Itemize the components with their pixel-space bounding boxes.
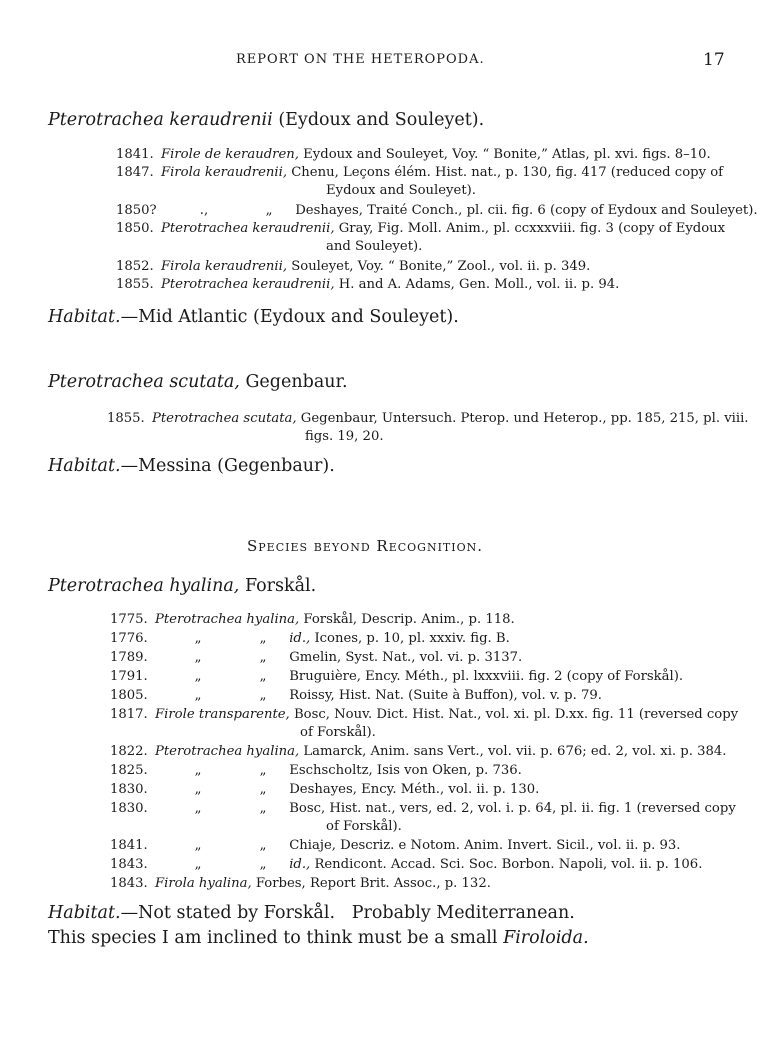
reference-continuation: Eydoux and Souleyet). (326, 183, 476, 198)
habitat-line: Habitat.—Messina (Gegenbaur). (48, 456, 335, 476)
reference-entry: 1850. Pterotrachea keraudrenii, Gray, Fig. Moll. Anim., pl. ccxxxviii. fig. 3 (copy of Eydoux (116, 221, 726, 236)
reference-entry: 1855. Pterotrachea scutata, Gegenbaur, Untersuch. Pterop. und Heterop., pp. 185, 215, pl. viii. (107, 411, 749, 426)
reference-entry: 1789. „ „ Gmelin, Syst. Nat., vol. vi. p. 3137. (110, 650, 523, 665)
reference-entry: 1843. Firola hyalina, Forbes, Report Brit. Assoc., p. 132. (110, 876, 491, 891)
reference-continuation: figs. 19, 20. (305, 429, 384, 444)
reference-entry: 1817. Firole transparente, Bosc, Nouv. Dict. Hist. Nat., vol. xi. pl. D.xx. fig. 11 (reversed copy (110, 707, 739, 722)
species-name: Pterotrachea scutata, (48, 372, 240, 392)
species-name: Pterotrachea hyalina, (48, 576, 240, 596)
page-header (0, 52, 776, 72)
reference-continuation: of Forskål). (300, 725, 376, 740)
reference-continuation: and Souleyet). (326, 239, 423, 254)
reference-entry: 1822. Pterotrachea hyalina, Lamarck, Anim. sans Vert., vol. vii. p. 676; ed. 2, vol. xi. p. 384. (110, 744, 727, 759)
habitat-line: Habitat.—Mid Atlantic (Eydoux and Souleyet). (48, 307, 459, 327)
reference-entry: 1841. „ „ Chiaje, Descriz. e Notom. Anim. Invert. Sicil., vol. ii. p. 93. (110, 838, 681, 853)
reference-entry: 1855. Pterotrachea keraudrenii, H. and A. Adams, Gen. Moll., vol. ii. p. 94. (116, 277, 620, 292)
species-note: This species I am inclined to think must be a small Firoloida. (48, 928, 589, 948)
species-authority: Gegenbaur. (245, 372, 348, 392)
reference-entry: 1825. „ „ Eschscholtz, Isis von Oken, p. 736. (110, 763, 522, 778)
species-authority: (Eydoux and Souleyet). (278, 110, 485, 130)
species-heading-keraudrenii (48, 110, 484, 130)
reference-entry: 1852. Firola keraudrenii, Souleyet, Voy. “ Bonite,” Zool., vol. ii. p. 349. (116, 259, 591, 274)
reference-entry: 1776. „ „ id., Icones, p. 10, pl. xxxiv. fig. B. (110, 631, 510, 646)
reference-entry: 1847. Firola keraudrenii, Chenu, Leçons élém. Hist. nat., p. 130, fig. 417 (reduced copy of (116, 165, 724, 180)
section-heading: Species beyond Recognition. (247, 537, 484, 555)
reference-entry: 1830. „ „ Bosc, Hist. nat., vers, ed. 2, vol. i. p. 64, pl. ii. fig. 1 (reversed copy (110, 801, 736, 816)
reference-entry: 1850? ., „ Deshayes, Traité Conch., pl. cii. fig. 6 (copy of Eydoux and Souleyet). (116, 203, 758, 218)
reference-entry: 1805. „ „ Roissy, Hist. Nat. (Suite à Buffon), vol. v. p. 79. (110, 688, 602, 703)
reference-entry: 1830. „ „ Deshayes, Ency. Méth., vol. ii. p. 130. (110, 782, 540, 797)
reference-entry: 1843. „ „ id., Rendicont. Accad. Sci. Soc. Borbon. Napoli, vol. ii. p. 106. (110, 857, 703, 872)
reference-continuation: of Forskål). (326, 819, 402, 834)
species-heading-scutata (48, 372, 348, 392)
habitat-line: Habitat.—Not stated by Forskål. Probably Mediterranean. (48, 903, 575, 923)
species-heading-hyalina (48, 576, 316, 596)
species-authority: Forskål. (244, 576, 317, 596)
reference-entry: 1775. Pterotrachea hyalina, Forskål, Descrip. Anim., p. 118. (110, 612, 515, 627)
reference-entry: 1791. „ „ Bruguière, Ency. Méth., pl. lxxxviii. fig. 2 (copy of Forskål). (110, 669, 684, 684)
species-name: Pterotrachea keraudrenii (48, 110, 273, 130)
running-title: REPORT ON THE HETEROPODA. (236, 52, 485, 67)
page-number: 17 (703, 50, 725, 70)
reference-entry: 1841. Firole de keraudren, Eydoux and Souleyet, Voy. “ Bonite,” Atlas, pl. xvi. figs. 8–10. (116, 147, 711, 162)
